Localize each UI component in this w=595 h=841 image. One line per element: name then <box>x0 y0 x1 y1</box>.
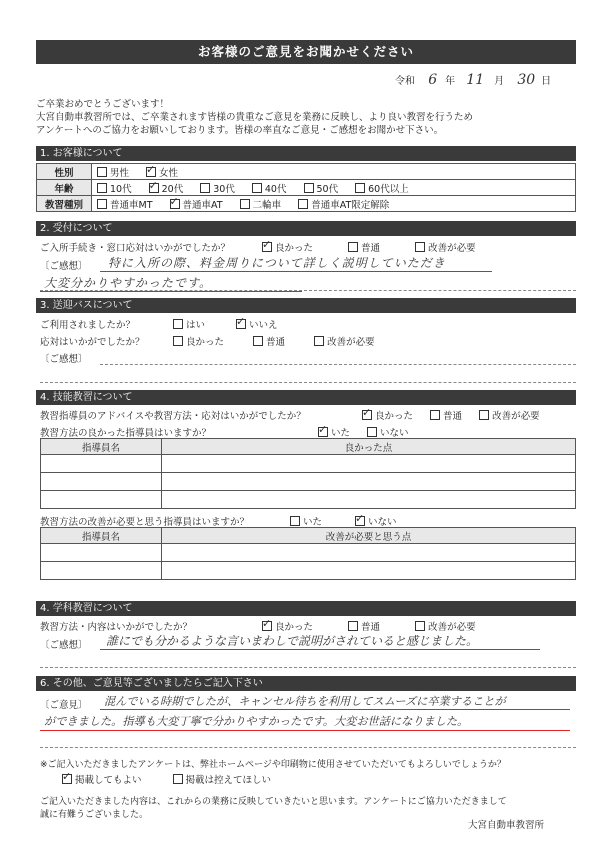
s6-comment-label: 〔ご意見〕 <box>40 700 88 711</box>
red-underline <box>100 271 492 272</box>
table-cell[interactable] <box>41 455 162 473</box>
red-underline <box>40 291 302 292</box>
table-cell[interactable] <box>162 491 576 509</box>
course-motorcycle-option[interactable]: 二輪車 <box>240 200 282 211</box>
age-20s-option[interactable]: ✓ 20代 <box>149 184 184 195</box>
date-month[interactable]: 11 <box>466 72 485 88</box>
table-cell[interactable] <box>162 562 576 580</box>
good-instructor-table: 指導員名 良かった点 <box>40 438 576 509</box>
table-cell[interactable] <box>162 455 576 473</box>
s4-good-instructor-no[interactable]: いない <box>367 428 409 439</box>
footer-school-name: 大宮自動車教習所 <box>468 820 545 831</box>
age-60s-option[interactable]: 60代以上 <box>355 184 409 195</box>
section-4-header: 4. 技能教習について <box>36 390 576 405</box>
table-cell[interactable] <box>162 473 576 491</box>
intro-text: ご卒業おめでとうございます！ 大宮自動車教習所では、ご卒業されます皆様の貴重なご意見を業務に反映し、より良い教習を行うため アンケートへのご協力をお願いしております。皆様の率直なご意見・ご感想をお聞かせ下さい。 <box>36 99 474 136</box>
s2-comment-line2[interactable]: 大変分かりやすかったです。 <box>44 276 213 290</box>
course-at-option[interactable]: ✓ 普通車AT <box>170 200 223 211</box>
s6-comment-line1[interactable]: 混んでいる時期でしたが、キャンセル待ちを利用してスムーズに卒業することが <box>104 695 506 708</box>
date-year[interactable]: 6 <box>428 72 438 88</box>
s3-question-1: ご利用されましたか？ <box>40 320 136 331</box>
s4-good-option[interactable]: ✓ 良かった <box>362 411 413 422</box>
s6-comment-line2[interactable]: ができました。指導も大変丁寧で分かりやすかったです。大変お世話になりました。 <box>44 715 469 728</box>
date-row: 令和 6 年 11 月 30 日 <box>395 72 552 88</box>
s2-normal-option[interactable]: 普通 <box>348 243 380 254</box>
table-cell[interactable] <box>41 562 162 580</box>
s2-question: ご入所手続き・窓口応対はいかがでしたか？ <box>40 243 231 254</box>
age-40s-option[interactable]: 40代 <box>252 184 287 195</box>
section-1-header: 1. お客様について <box>36 146 576 161</box>
age-10s-option[interactable]: 10代 <box>97 184 132 195</box>
s3-no-option[interactable]: ✓ いいえ <box>236 320 278 331</box>
age-50s-option[interactable]: 50代 <box>304 184 339 195</box>
gender-male-option[interactable]: 男性 <box>97 168 129 179</box>
ruled-line <box>100 364 576 365</box>
page-title: お客様のご意見をお聞かせください <box>36 40 576 64</box>
s4-good-instructor-yes[interactable]: ✓ いた <box>318 428 350 439</box>
consent-allow-option[interactable]: ✓掲載してもよい <box>62 775 142 786</box>
s5-good-option[interactable]: ✓ 良かった <box>262 622 313 633</box>
s4-question-3: 教習方法の改善が必要と思う指導員はいますか？ <box>40 517 250 528</box>
consent-question: ※ご記入いただきましたアンケートは、弊社ホームページや印刷物に使用させていただいてもよろしいでしょうか？ <box>40 760 506 770</box>
section-6-header: 6. その他、ご意見等ございましたらご記入下さい <box>36 676 576 691</box>
section-2-header: 2. 受付について <box>36 221 576 236</box>
s5-question: 教習方法・内容はいかがでしたか？ <box>40 622 193 633</box>
s4-question-1: 教習指導員のアドバイスや教習方法・応対はいかがでしたか？ <box>40 411 306 422</box>
s2-options <box>262 240 490 254</box>
s4-question-2: 教習方法の良かった指導員はいますか？ <box>40 428 212 439</box>
red-underline <box>100 649 540 650</box>
gender-female-option[interactable]: ✓ 女性 <box>146 168 178 179</box>
improve-instructor-table: 指導員名 改善が必要と思う点 <box>40 527 576 580</box>
ruled-line <box>40 747 576 748</box>
table-cell[interactable] <box>41 491 162 509</box>
s3-normal-option[interactable]: 普通 <box>253 337 285 348</box>
s5-improve-option[interactable]: 改善が必要 <box>415 622 476 633</box>
date-day[interactable]: 30 <box>517 72 536 88</box>
s3-comment-label: 〔ご感想〕 <box>40 354 88 365</box>
s2-comment-label: 〔ご感想〕 <box>40 261 88 272</box>
s2-good-option[interactable]: ✓ 良かった <box>262 243 313 254</box>
age-30s-option[interactable]: 30代 <box>200 184 235 195</box>
section-3-header: 3. 送迎バスについて <box>36 298 576 313</box>
s5-normal-option[interactable]: 普通 <box>348 622 380 633</box>
table-cell[interactable] <box>162 544 576 562</box>
s3-yes-option[interactable]: はい <box>173 320 205 331</box>
s3-good-option[interactable]: 良かった <box>173 337 224 348</box>
s4-improve-option[interactable]: 改善が必要 <box>479 411 540 422</box>
s3-question-2: 応対はいかがでしたか？ <box>40 337 145 348</box>
s4-improve-instructor-no[interactable]: ✓ いない <box>355 517 397 528</box>
red-underline <box>40 730 570 731</box>
s2-improve-option[interactable]: 改善が必要 <box>415 243 476 254</box>
table-cell[interactable] <box>41 473 162 491</box>
s3-improve-option[interactable]: 改善が必要 <box>314 337 375 348</box>
course-at-unlimit-option[interactable]: 普通車AT限定解除 <box>298 200 389 211</box>
course-mt-option[interactable]: 普通車MT <box>97 200 153 211</box>
table-cell[interactable] <box>41 544 162 562</box>
closing-text: ご記入いただきました内容は、これからの業務に反映していきたいと思います。アンケートにご協力いただきまして 誠に有難うございました。 <box>40 797 507 820</box>
ruled-line <box>40 667 576 668</box>
s4-normal-option[interactable]: 普通 <box>430 411 462 422</box>
s2-comment-line1[interactable]: 特に入所の際、料金周りについて詳しく説明していただき <box>108 256 446 270</box>
s4-improve-instructor-yes[interactable]: いた <box>290 517 322 528</box>
s5-comment-line1[interactable]: 誰にでも分かるような言いまわしで説明がされていると感じました。 <box>106 634 479 648</box>
section-5-header: 4. 学科教習について <box>36 601 576 616</box>
customer-info-table: 性別 男性 ✓ 女性 年齢 10代 ✓ 20代 30代 40代 50代 60代以上 教習種別 普通車MT ✓ 普通車AT 二輪車 普通車AT限定解除 <box>36 163 576 212</box>
s5-comment-label: 〔ご感想〕 <box>40 640 88 651</box>
ruled-line <box>40 382 576 383</box>
consent-decline-option[interactable]: 掲載は控えてほしい <box>173 775 272 786</box>
red-underline <box>100 709 570 710</box>
